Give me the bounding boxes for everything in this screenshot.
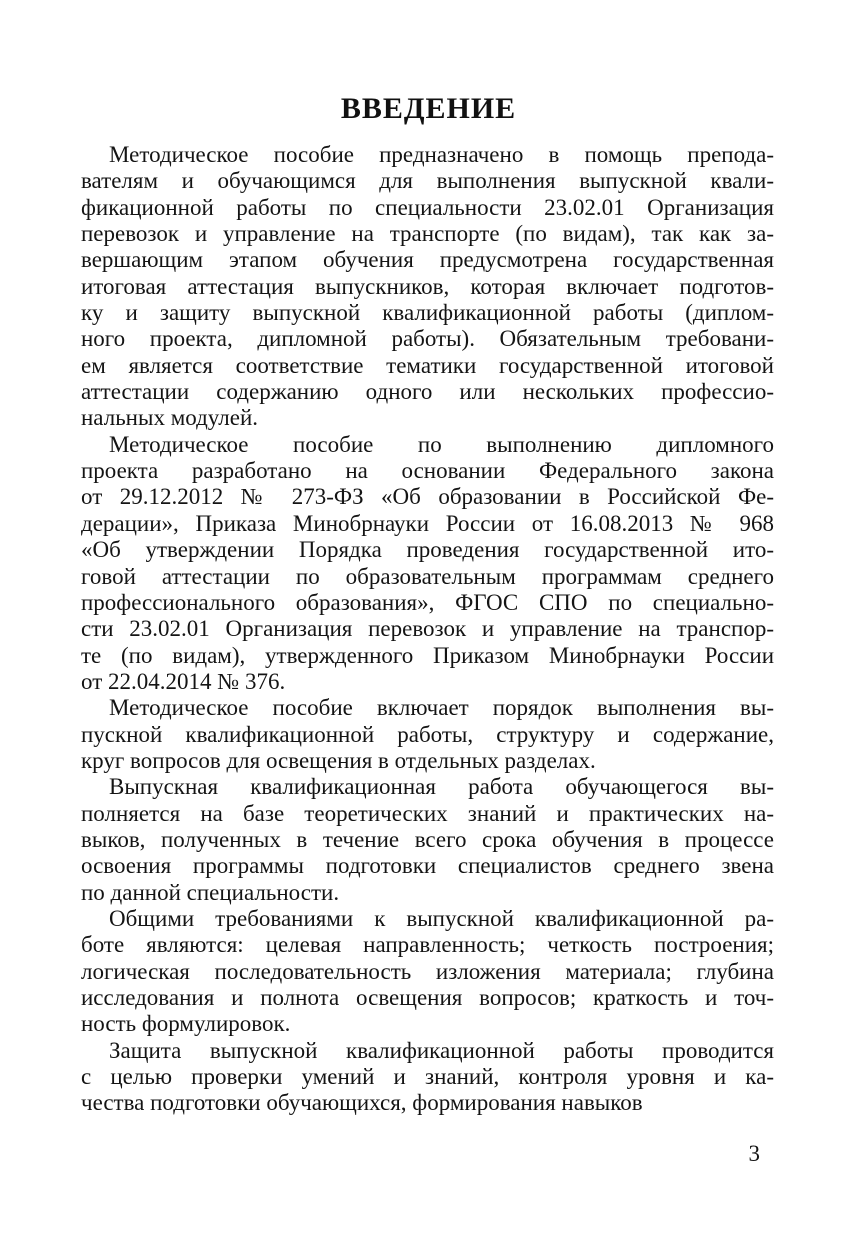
body-text (81, 142, 774, 1117)
text-line: проекта разработано на основании Федерального закона (81, 458, 774, 484)
text-line: по данной специальности. (81, 879, 340, 905)
text-line: фикационной работы по специальности 23.02.01 Организация (81, 194, 774, 220)
text-line: говой аттестации по образовательным программам среднего (81, 563, 774, 589)
page-title: ВВЕДЕНИЕ (340, 92, 517, 125)
text-line: перевозок и управление на транспорте (по видам), так как за- (81, 221, 774, 247)
text-line: ного проекта, дипломной работы). Обязательным требовани- (81, 326, 774, 352)
page-number: 3 (748, 1141, 760, 1166)
paragraph (81, 774, 774, 906)
text-line: ность формулировок. (81, 1011, 291, 1037)
text-line: от 22.04.2014 № 376. (81, 668, 286, 694)
text-line: дерации», Приказа Минобрнауки России от 16.08.2013 № 968 (81, 510, 774, 536)
text-line: пускной квалификационной работы, структуру и содержание, (81, 721, 774, 747)
text-line: аттестации содержанию одного или нескольких профессио- (81, 379, 774, 405)
text-line: с целью проверки умений и знаний, контроля уровня и ка- (81, 1064, 774, 1090)
text-line: освоения программы подготовки специалистов среднего звена (81, 853, 774, 879)
paragraph (81, 695, 774, 774)
text-line: те (по видам), утвержденного Приказом Минобрнауки России (81, 642, 774, 668)
text-line: полняется на базе теоретических знаний и практических на- (81, 800, 774, 826)
paragraph (81, 1038, 774, 1117)
text-line: ем является соответствие тематики государственной итоговой (81, 352, 774, 378)
paragraph (81, 142, 774, 432)
text-line: логическая последовательность изложения материала; глубина (81, 958, 774, 984)
text-line: вершающим этапом обучения предусмотрена государственная (81, 247, 774, 273)
text-line: Методическое пособие предназначено в помощь препода- (109, 142, 774, 167)
text-line: Выпускная квалификационная работа обучающегося вы- (109, 774, 774, 800)
text-line: боте являются: целевая направленность; четкость построения; (81, 932, 774, 958)
text-line: сти 23.02.01 Организация перевозок и управление на транспор- (81, 616, 774, 642)
text-line: Общими требованиями к выпускной квалификационной ра- (109, 905, 774, 931)
text-line: вателям и обучающимся для выполнения выпускной квали- (81, 168, 774, 194)
text-line: профессионального образования», ФГОС СПО по специально- (81, 589, 774, 615)
paragraph (81, 906, 774, 1038)
text-line: Методическое пособие по выполнению дипломного (109, 431, 774, 457)
text-line: итоговая аттестация выпускников, которая включает подготов- (81, 273, 774, 299)
text-line: чества подготовки обучающихся, формирования навыков (81, 1090, 643, 1116)
text-line: круг вопросов для освещения в отдельных разделах. (81, 747, 596, 773)
text-line: Защита выпускной квалификационной работы проводится (109, 1037, 774, 1063)
text-line: исследования и полнота освещения вопросов; краткость и точ- (81, 985, 774, 1010)
text-line: Методическое пособие включает порядок выполнения вы- (109, 695, 774, 721)
text-line: нальных модулей. (81, 405, 259, 431)
text-line: от 29.12.2012 № 273-ФЗ «Об образовании в Российской Фе- (81, 484, 774, 510)
text-line: ку и защиту выпускной квалификационной работы (диплом- (81, 300, 774, 326)
paragraph (81, 432, 774, 695)
text-line: «Об утверждении Порядка проведения государственной ито- (81, 537, 774, 563)
text-line: выков, полученных в течение всего срока обучения в процессе (81, 826, 774, 852)
